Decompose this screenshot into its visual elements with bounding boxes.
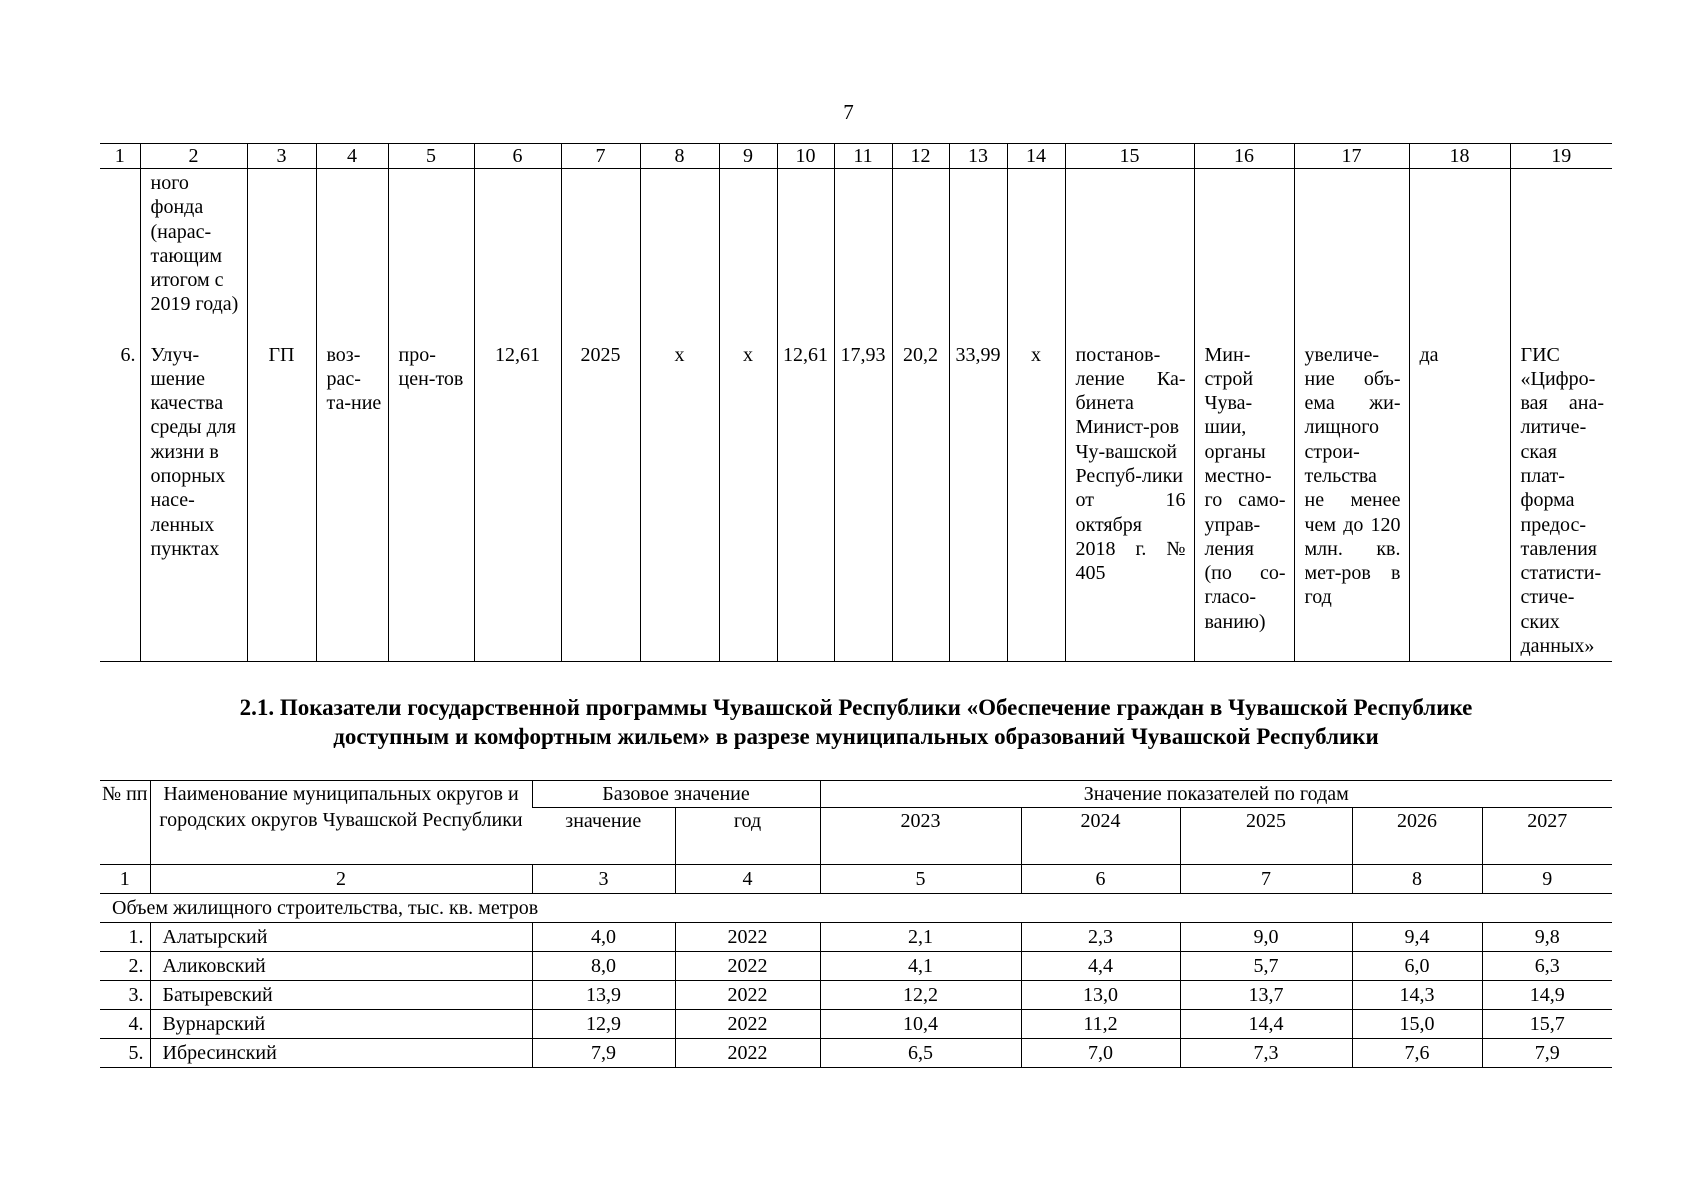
- col-number: 1: [100, 865, 150, 894]
- base-value: 12,9: [532, 1010, 675, 1039]
- header-year: 2025: [1180, 808, 1352, 865]
- value-2024: 11,2: [1021, 1010, 1180, 1039]
- col-number: 7: [1180, 865, 1352, 894]
- value-2023: 4,1: [820, 952, 1021, 981]
- indicators-table-continuation: [100, 143, 1612, 662]
- value-2025: 5,7: [1180, 952, 1352, 981]
- col-number: 5: [820, 865, 1021, 894]
- indicator-direction: воз-рас-та-ние: [316, 341, 388, 662]
- value-2026: 6,0: [1352, 952, 1482, 981]
- column-number-row: [100, 144, 1612, 169]
- value-2024: 4,4: [1021, 952, 1180, 981]
- responsible-body: Мин-строй Чува-шии, органы местно-го само-управ-ления (по со-гласо-ванию): [1194, 341, 1294, 662]
- base-value: 7,9: [532, 1039, 675, 1068]
- section-title: [100, 693, 1612, 751]
- header-num: № пп: [100, 781, 150, 865]
- col-number: 10: [777, 144, 834, 169]
- value-2027: 6,3: [1482, 952, 1612, 981]
- row-number: 6.: [100, 341, 140, 662]
- base-value: 8,0: [532, 952, 675, 981]
- col-number: 11: [834, 144, 892, 169]
- cell-value: 33,99: [949, 341, 1007, 662]
- col-number: 8: [640, 144, 719, 169]
- column-number-row: [100, 865, 1612, 894]
- value-2024: 13,0: [1021, 981, 1180, 1010]
- header-base-group: Базовое значение: [532, 781, 820, 808]
- col-number: 9: [1482, 865, 1612, 894]
- header-name: Наименование муниципальных округов и городских округов Чувашской Республики: [150, 781, 532, 865]
- table-row: [100, 981, 1612, 1010]
- row-number: 3.: [100, 981, 150, 1010]
- municipality-name: Вурнарский: [150, 1010, 532, 1039]
- table-row: [100, 1010, 1612, 1039]
- col-number: 18: [1409, 144, 1510, 169]
- value-2023: 6,5: [820, 1039, 1021, 1068]
- col-number: 8: [1352, 865, 1482, 894]
- value-2024: 2,3: [1021, 923, 1180, 952]
- indicator-name: Улуч-шение качества среды для жизни в опорных насе-ленных пунктах: [140, 341, 247, 662]
- section-title-line: 2.1. Показатели государственной программы Чувашской Республики «Обеспечение граждан в Чувашской Республике: [239, 695, 1473, 720]
- value-2026: 15,0: [1352, 1010, 1482, 1039]
- header-year: 2027: [1482, 808, 1612, 865]
- header-year: 2024: [1021, 808, 1180, 865]
- col-number: 4: [316, 144, 388, 169]
- municipality-name: Аликовский: [150, 952, 532, 981]
- col-number: 3: [247, 144, 316, 169]
- header-years-group: Значение показателей по годам: [820, 781, 1612, 808]
- col-number: 7: [561, 144, 640, 169]
- header-row: [100, 781, 1612, 808]
- base-year: 2025: [561, 341, 640, 662]
- col-number: 13: [949, 144, 1007, 169]
- col-number: 17: [1294, 144, 1409, 169]
- value-2025: 9,0: [1180, 923, 1352, 952]
- col-number: 1: [100, 144, 140, 169]
- table-row-continuation: [100, 169, 1612, 341]
- goal-link: увеличе-ние объ-ема жи-лищного строи-тельства не менее чем до 120 млн. кв. мет-ров в год: [1294, 341, 1409, 662]
- municipality-name: Батыревский: [150, 981, 532, 1010]
- indicator-type: ГП: [247, 341, 316, 662]
- row-number: 2.: [100, 952, 150, 981]
- col-number: 5: [388, 144, 474, 169]
- col-number: 16: [1194, 144, 1294, 169]
- group-row: [100, 894, 1612, 923]
- value-2025: 7,3: [1180, 1039, 1352, 1068]
- col-number: 4: [675, 865, 820, 894]
- base-value: 12,61: [474, 341, 561, 662]
- col-number: 9: [719, 144, 777, 169]
- value-2024: 7,0: [1021, 1039, 1180, 1068]
- base-value: 4,0: [532, 923, 675, 952]
- col-number: 15: [1065, 144, 1194, 169]
- indicator-name: ного фонда (нарас-тающим итогом с 2019 года): [140, 169, 247, 341]
- value-2027: 7,9: [1482, 1039, 1612, 1068]
- legal-document: постанов-ление Ка-бинета Минист-ров Чу-вашской Респуб-лики от 16 октября 2018 г. № 405: [1065, 341, 1194, 662]
- municipality-name: Ибресинский: [150, 1039, 532, 1068]
- col-number: 2: [140, 144, 247, 169]
- value-2027: 9,8: [1482, 923, 1612, 952]
- header-base-year: год: [675, 808, 820, 865]
- section-title-line: доступным и комфортным жильем» в разрезе муниципальных образований Чувашской Республики: [333, 724, 1379, 749]
- base-year: 2022: [675, 1039, 820, 1068]
- table-row: [100, 1039, 1612, 1068]
- info-system: ГИС «Цифро-вая ана-литиче-ская плат-форма предос-тавления статисти-стиче-ских данных»: [1510, 341, 1612, 662]
- cell-value: х: [719, 341, 777, 662]
- value-2026: 9,4: [1352, 923, 1482, 952]
- cell-value: х: [1007, 341, 1065, 662]
- col-number: 3: [532, 865, 675, 894]
- table-row: [100, 952, 1612, 981]
- col-number: 12: [892, 144, 949, 169]
- value-2023: 10,4: [820, 1010, 1021, 1039]
- group-label: Объем жилищного строительства, тыс. кв. метров: [100, 894, 1612, 923]
- base-year: 2022: [675, 1010, 820, 1039]
- row-number: 5.: [100, 1039, 150, 1068]
- header-year: 2023: [820, 808, 1021, 865]
- cell-value: 17,93: [834, 341, 892, 662]
- header-base-value: значение: [532, 808, 675, 865]
- value-2027: 15,7: [1482, 1010, 1612, 1039]
- municipal-indicators-table: [100, 780, 1612, 1068]
- base-year: 2022: [675, 923, 820, 952]
- page-number: 7: [843, 100, 854, 124]
- col-number: 19: [1510, 144, 1612, 169]
- cell-value: х: [640, 341, 719, 662]
- base-year: 2022: [675, 952, 820, 981]
- value-2026: 14,3: [1352, 981, 1482, 1010]
- col-number: 2: [150, 865, 532, 894]
- col-number: 6: [474, 144, 561, 169]
- table-row: [100, 341, 1612, 662]
- base-value: 13,9: [532, 981, 675, 1010]
- cell-value: 20,2: [892, 341, 949, 662]
- table-row: [100, 923, 1612, 952]
- value-2026: 7,6: [1352, 1039, 1482, 1068]
- value-2025: 14,4: [1180, 1010, 1352, 1039]
- value-2023: 12,2: [820, 981, 1021, 1010]
- col-number: 14: [1007, 144, 1065, 169]
- cell-value: 12,61: [777, 341, 834, 662]
- row-number: 4.: [100, 1010, 150, 1039]
- base-year: 2022: [675, 981, 820, 1010]
- col-number: 6: [1021, 865, 1180, 894]
- municipality-name: Алатырский: [150, 923, 532, 952]
- value-2023: 2,1: [820, 923, 1021, 952]
- value-2027: 14,9: [1482, 981, 1612, 1010]
- value-2025: 13,7: [1180, 981, 1352, 1010]
- indicator-unit: про-цен-тов: [388, 341, 474, 662]
- header-year: 2026: [1352, 808, 1482, 865]
- row-number: 1.: [100, 923, 150, 952]
- flag-value: да: [1409, 341, 1510, 662]
